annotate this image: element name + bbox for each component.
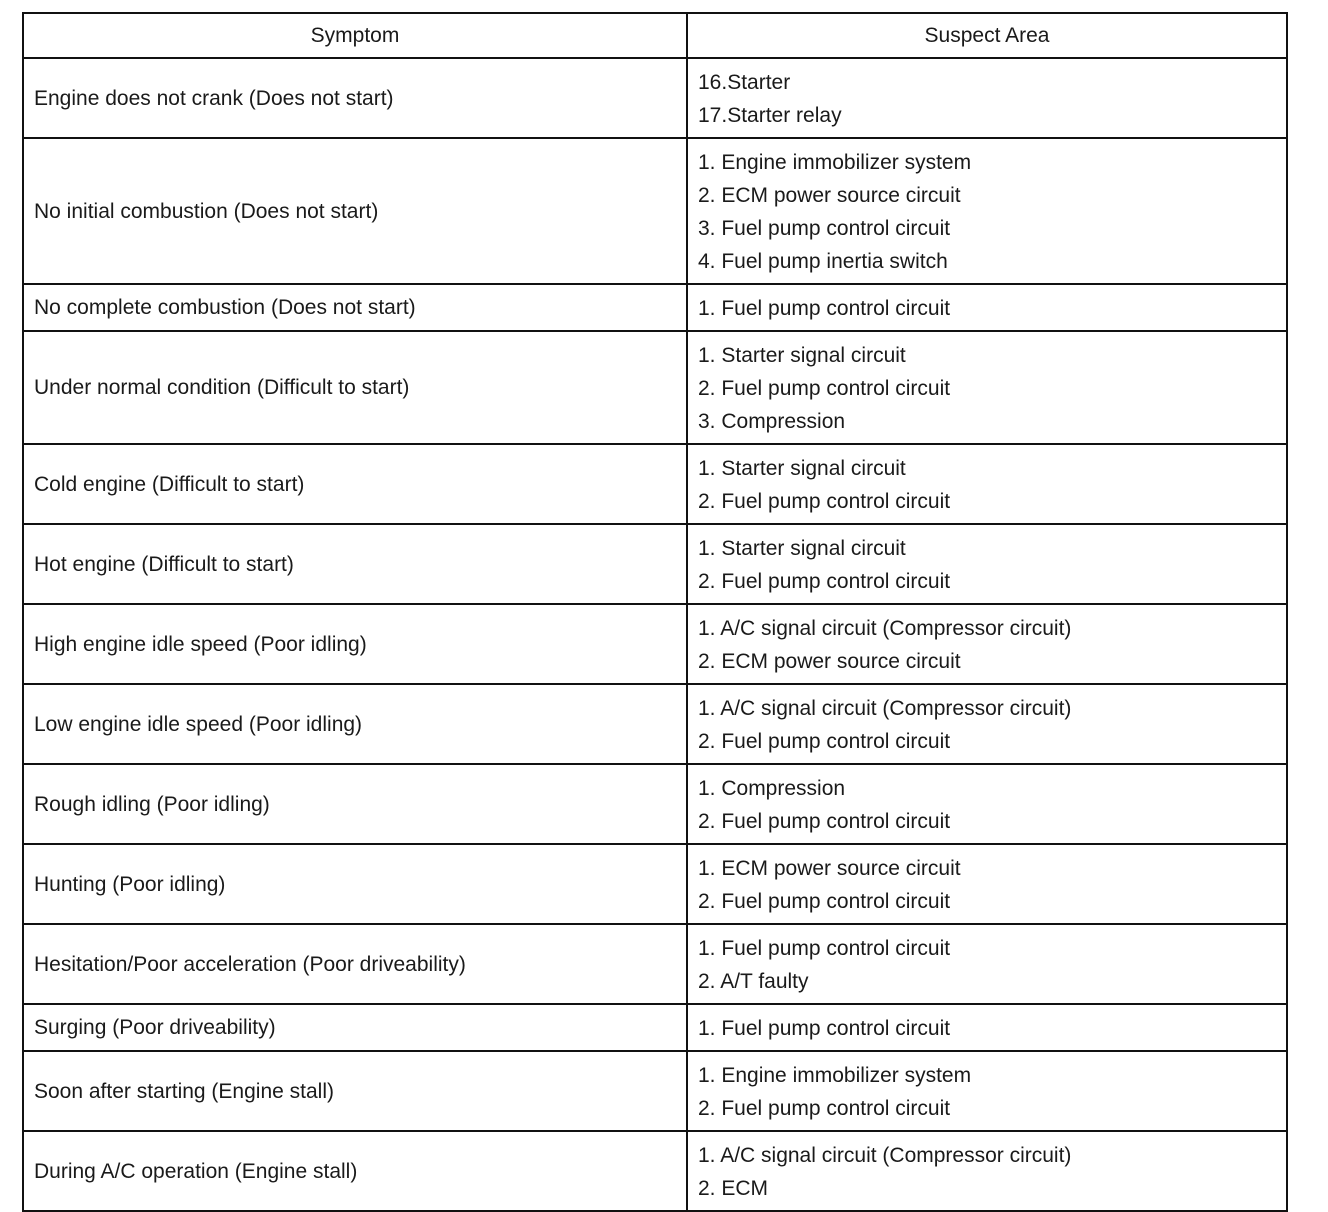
suspect-area-item: 1. Fuel pump control circuit [698,1017,951,1040]
symptom-cell: Under normal condition (Difficult to start) [23,331,687,444]
symptom-cell: Soon after starting (Engine stall) [23,1051,687,1131]
symptom-cell: Low engine idle speed (Poor idling) [23,684,687,764]
symptom-cell: Surging (Poor driveability) [23,1004,687,1051]
suspect-area-item: 2. Fuel pump control circuit [698,570,951,593]
suspect-area-item: 1. Fuel pump control circuit [698,937,951,960]
table-body [23,58,1287,1211]
suspect-area-cell [687,684,1287,764]
symptom-cell: High engine idle speed (Poor idling) [23,604,687,684]
table-row [23,331,1287,444]
suspect-area-item: 2. A/T faulty [698,970,809,993]
suspect-area-cell [687,764,1287,844]
symptom-cell: Hesitation/Poor acceleration (Poor driveability) [23,924,687,1004]
troubleshooting-table [22,12,1288,1212]
suspect-area-item: 1. A/C signal circuit (Compressor circuit) [698,697,1072,720]
suspect-area-item: 2. Fuel pump control circuit [698,377,951,400]
suspect-area-column-header: Suspect Area [687,13,1287,58]
suspect-area-item: 1. Starter signal circuit [698,457,906,480]
suspect-area-cell [687,138,1287,284]
suspect-area-cell [687,1051,1287,1131]
suspect-area-item: 1. Starter signal circuit [698,344,906,367]
symptom-cell: Engine does not crank (Does not start) [23,58,687,138]
suspect-area-item: 2. ECM [698,1177,769,1200]
symptom-cell: Rough idling (Poor idling) [23,764,687,844]
symptom-cell: No initial combustion (Does not start) [23,138,687,284]
table-row [23,138,1287,284]
suspect-area-item: 16.Starter [698,71,791,94]
suspect-area-item: 1. ECM power source circuit [698,857,961,880]
suspect-area-item: 1. Fuel pump control circuit [698,297,951,320]
table-row [23,844,1287,924]
symptom-cell: During A/C operation (Engine stall) [23,1131,687,1211]
suspect-area-cell [687,284,1287,331]
suspect-area-cell [687,844,1287,924]
suspect-area-item: 1. Engine immobilizer system [698,151,972,174]
suspect-area-cell [687,1131,1287,1211]
table-row [23,1051,1287,1131]
suspect-area-cell [687,524,1287,604]
suspect-area-item: 2. Fuel pump control circuit [698,730,951,753]
symptom-cell: Cold engine (Difficult to start) [23,444,687,524]
table-row [23,284,1287,331]
suspect-area-item: 2. Fuel pump control circuit [698,810,951,833]
suspect-area-item: 1. Starter signal circuit [698,537,906,560]
suspect-area-item: 3. Compression [698,410,846,433]
table-row [23,58,1287,138]
suspect-area-cell [687,604,1287,684]
suspect-area-item: 17.Starter relay [698,104,842,127]
table-row [23,1004,1287,1051]
table-row [23,764,1287,844]
suspect-area-item: 2. Fuel pump control circuit [698,1097,951,1120]
table-row [23,924,1287,1004]
suspect-area-item: 1. Engine immobilizer system [698,1064,972,1087]
symptom-column-header: Symptom [23,13,687,58]
suspect-area-item: 1. A/C signal circuit (Compressor circuit) [698,1144,1072,1167]
suspect-area-cell [687,924,1287,1004]
suspect-area-item: 2. ECM power source circuit [698,184,961,207]
table-row [23,1131,1287,1211]
suspect-area-item: 3. Fuel pump control circuit [698,217,951,240]
suspect-area-cell [687,331,1287,444]
table-row [23,444,1287,524]
suspect-area-item: 1. Compression [698,777,846,800]
symptom-cell: No complete combustion (Does not start) [23,284,687,331]
header-row [23,13,1287,58]
suspect-area-item: 2. Fuel pump control circuit [698,490,951,513]
suspect-area-item: 2. Fuel pump control circuit [698,890,951,913]
suspect-area-item: 4. Fuel pump inertia switch [698,250,948,273]
table-row [23,684,1287,764]
suspect-area-cell [687,58,1287,138]
symptom-cell: Hot engine (Difficult to start) [23,524,687,604]
table-row [23,524,1287,604]
symptom-cell: Hunting (Poor idling) [23,844,687,924]
suspect-area-item: 1. A/C signal circuit (Compressor circuit) [698,617,1072,640]
suspect-area-cell [687,444,1287,524]
table-row [23,604,1287,684]
table-header [23,13,1287,58]
suspect-area-cell [687,1004,1287,1051]
suspect-area-item: 2. ECM power source circuit [698,650,961,673]
